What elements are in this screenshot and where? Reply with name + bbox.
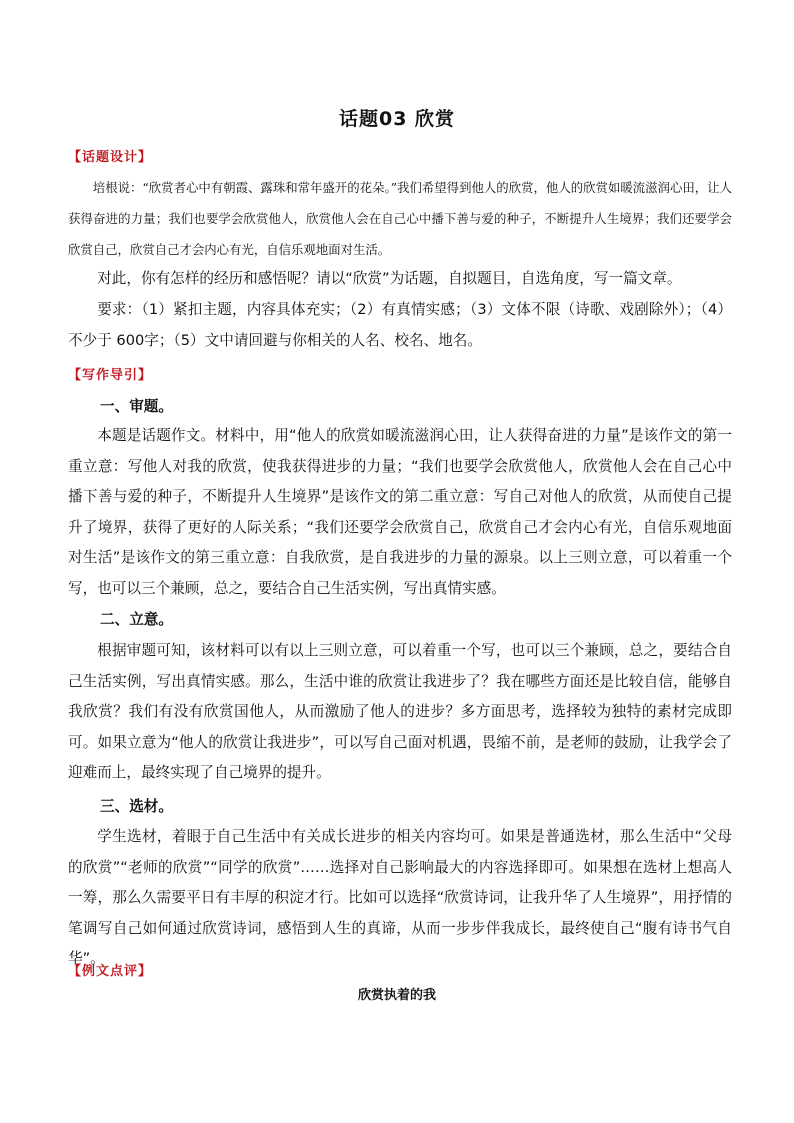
topic-prompt-paragraph: 对此，你有怎样的经历和感悟呢？请以“欣赏”为话题，自拟题目，自选角度，写一篇文章。 — [97, 270, 682, 287]
page-title: 话题03 欣赏 — [338, 108, 456, 130]
guide-heading-concept: 二、立意。 — [100, 611, 173, 628]
guide-text-review: 本题是话题作文。材料中，用“他人的欣赏如暖流滋润心田，让人获得奋进的力量”是该作文的第一重立意：写他人对我的欣赏，使我获得进步的力量；“我们也要学会欣赏他人，欣赏他人会在自己心中播下善与爱的种子，不断提升人生境界”是该作文的第二重立意：写自己对他人的欣赏，从而使自己提升了境界，获得了更好的人际关系；“我们还要学会欣赏自己，欣赏自己才会内心有光，自信乐观地面对生活”是该作文的第三重立意：自我欣赏，是自我进步的力量的源泉。以上三则立意，可以着重一个写，也可以三个兼顾，总之，要结合自己生活实例，写出真情实感。 — [68, 427, 732, 597]
guide-text-concept: 根据审题可知，该材料可以有以上三则立意，可以着重一个写，也可以三个兼顾，总之，要结合自己生活实例，写出真情实感。那么，生活中谁的欣赏让我进步了？我在哪些方面还是比较自信，能够自我欣赏？我们有没有欣赏国他人，从而激励了他人的进步？多方面思考，选择较为独特的素材完成即可。如果立意为“他人的欣赏让我进步”，可以写自己面对机遇，畏缩不前，是老师的鼓励，让我学会了迎难而上，最终实现了自己境界的提升。 — [68, 642, 732, 782]
section-label-sample-review: 【例文点评】 — [68, 964, 153, 979]
topic-requirements-paragraph: 要求：（1）紧扣主题，内容具体充实；（2）有真情实感；（3）文体不限（诗歌、戏剧除外）；（4）不少于 600字；（5）文中请回避与你相关的人名、校名、地名。 — [68, 301, 732, 349]
section-label-writing-guide: 【写作导引】 — [68, 368, 153, 383]
topic-quote-paragraph: 培根说：“欣赏者心中有朝霞、露珠和常年盛开的花朵。”我们希望得到他人的欣赏，他人的欣赏如暖流滋润心田，让人获得奋进的力量；我们也要学会欣赏他人，欣赏他人会在自己心中播下善与爱的种子，不断提升人生境界；我们还要学会欣赏自己，欣赏自己才会内心有光，自信乐观地面对生活。 — [68, 180, 732, 257]
section-label-topic-design: 【话题设计】 — [68, 150, 153, 165]
guide-text-material: 学生选材，着眼于自己生活中有关成长进步的相关内容均可。如果是普通选材，那么生活中“父母的欣赏”“老师的欣赏”“同学的欣赏”……选择对自己影响最大的内容选择即可。如果想在选材上想高人一筹，那么久需要平日有丰厚的积淀才行。比如可以选择“欣赏诗词，让我升华了人生境界”，用抒情的笔调写自己如何通过欣赏诗词，感悟到人生的真谛，从而一步步伴我成长，最终使自己“腹有诗书气自华”。 — [68, 828, 732, 968]
essay-title: 欣赏执着的我 — [357, 988, 436, 1003]
guide-heading-material: 三、选材。 — [100, 798, 173, 815]
guide-heading-review: 一、审题。 — [100, 398, 173, 415]
